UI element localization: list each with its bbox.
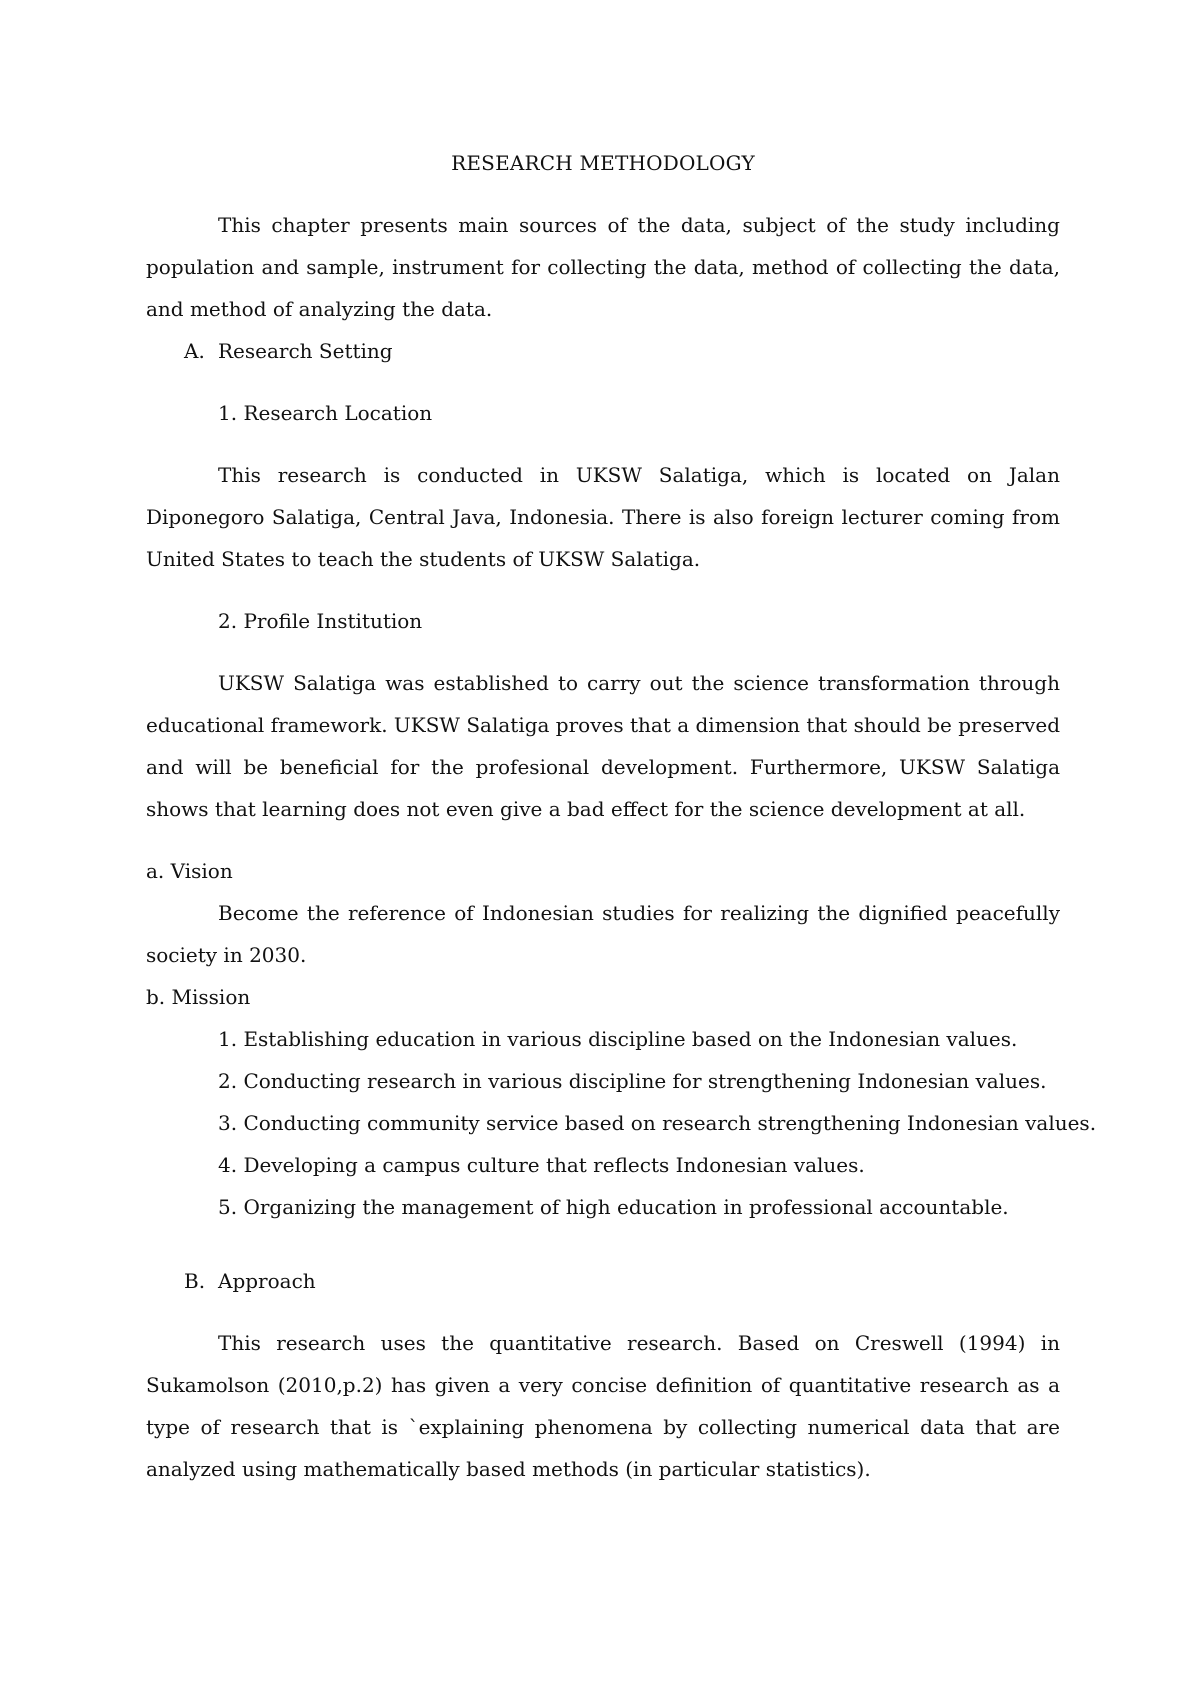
page-title: RESEARCH METHODOLOGY <box>451 151 755 175</box>
mission-item: 5. Organizing the management of high education in professional accountable. <box>218 1195 1009 1219</box>
approach-paragraph: This research uses the quantitative research. Based on Creswell (1994) in Sukamolson (2010,p.2) has given a very concise definition of quantitative research as a type of research that is `explaining phenomena by collecting numerical data that are analyzed using mathematically based methods (in particular statistics). <box>146 1331 1060 1481</box>
mission-item: 4. Developing a campus culture that reflects Indonesian values. <box>218 1153 865 1177</box>
document-content <box>146 142 1097 1490</box>
section-b-heading <box>146 1260 1060 1302</box>
section-a-marker: A. <box>184 339 205 363</box>
vision-paragraph: Become the reference of Indonesian studies for realizing the dignified peacefully society in 2030. <box>146 901 1060 967</box>
vision-heading: a. Vision <box>146 859 233 883</box>
section-a-title: Research Setting <box>218 339 393 363</box>
mission-item: 2. Conducting research in various discipline for strengthening Indonesian values. <box>218 1069 1047 1093</box>
profile-institution-paragraph: UKSW Salatiga was established to carry out the science transformation through educational framework. UKSW Salatiga proves that a dimension that should be preserved and will be beneficial for the profesional development. Furthermore, UKSW Salatiga shows that learning does not even give a bad effect for the science development at all. <box>146 671 1060 821</box>
research-location-paragraph: This research is conducted in UKSW Salatiga, which is located on Jalan Diponegoro Salatiga, Central Java, Indonesia. There is also foreign lecturer coming from United States to teach the students of UKSW Salatiga. <box>146 463 1060 571</box>
research-location-heading: 1. Research Location <box>218 401 433 425</box>
section-b-title: Approach <box>218 1269 316 1293</box>
mission-list <box>146 1018 1097 1228</box>
section-b-marker: B. <box>184 1269 206 1293</box>
profile-institution-heading: 2. Profile Institution <box>218 609 423 633</box>
mission-item: 1. Establishing education in various discipline based on the Indonesian values. <box>218 1027 1018 1051</box>
mission-heading: b. Mission <box>146 985 251 1009</box>
intro-paragraph: This chapter presents main sources of the data, subject of the study including population and sample, instrument for collecting the data, method of collecting the data, and method of analyzing the data. <box>146 213 1060 321</box>
section-a-heading <box>146 330 1060 372</box>
mission-item: 3. Conducting community service based on research strengthening Indonesian values. <box>218 1111 1097 1135</box>
